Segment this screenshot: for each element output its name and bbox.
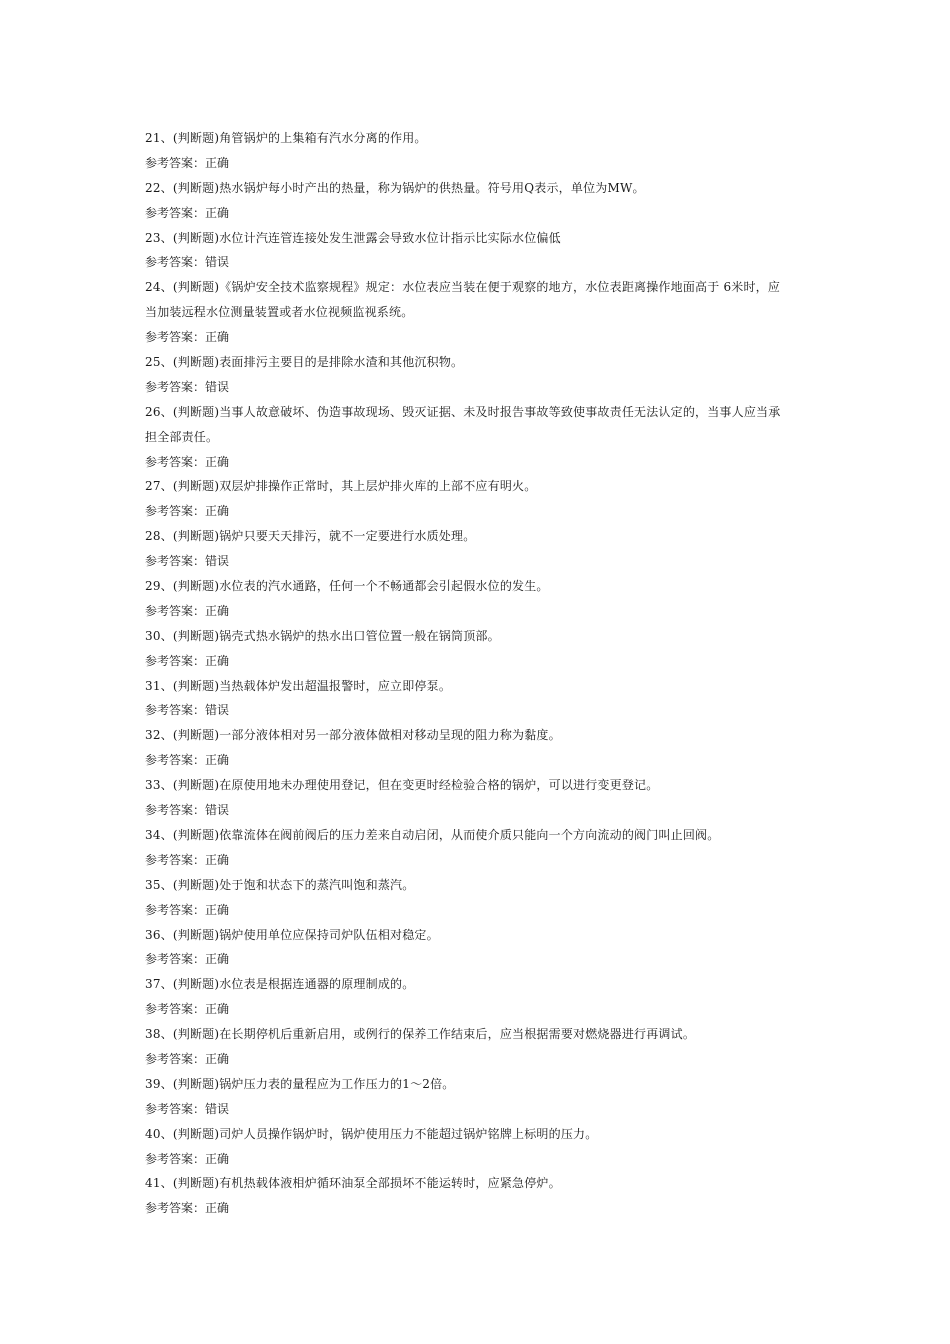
answer-label: 参考答案： — [145, 1002, 206, 1017]
answer-label: 参考答案： — [145, 379, 206, 394]
question-text: 25、(判断题)表面排污主要目的是排除水渣和其他沉积物。 — [145, 355, 464, 370]
answer-label: 参考答案： — [145, 454, 206, 469]
question-item — [145, 400, 810, 475]
answer-label: 参考答案： — [145, 504, 206, 519]
answer-value: 错误 — [205, 554, 230, 569]
answer-line — [145, 375, 810, 400]
answer-line — [145, 201, 810, 226]
question-text: 34、(判断题)依靠流体在阀前阀后的压力差来自动启闭，从而使介质只能向一个方向流动的阀门叫止回阀。 — [145, 827, 720, 842]
question-text-continuation: 当加装远程水位测量装置或者水位视频监视系统。 — [145, 305, 414, 320]
answer-label: 参考答案： — [145, 803, 206, 818]
question-text-continuation: 担全部责任。 — [145, 429, 219, 444]
answer-value: 错误 — [205, 1101, 230, 1116]
question-item — [145, 674, 810, 724]
answer-value: 正确 — [205, 1051, 230, 1066]
answer-label: 参考答案： — [145, 703, 206, 718]
question-item — [145, 773, 810, 823]
answer-label: 参考答案： — [145, 1051, 206, 1066]
answer-label: 参考答案： — [145, 852, 206, 867]
answer-value: 正确 — [205, 205, 230, 220]
question-text: 28、(判断题)锅炉只要天天排污，就不一定要进行水质处理。 — [145, 529, 476, 544]
question-item — [145, 176, 810, 226]
answer-label: 参考答案： — [145, 330, 206, 345]
answer-line — [145, 898, 810, 923]
answer-line — [145, 748, 810, 773]
answer-line — [145, 1097, 810, 1122]
answer-line — [145, 250, 810, 275]
answer-value: 错误 — [205, 379, 230, 394]
answer-value: 正确 — [205, 603, 230, 618]
answer-line — [145, 1047, 810, 1072]
answer-line — [145, 450, 810, 475]
question-text: 24、(判断题)《锅炉安全技术监察规程》规定：水位表应当装在便于观察的地方，水位表距离操作地面高于 6米时，应 — [145, 280, 781, 295]
question-list — [145, 126, 810, 1221]
question-text: 27、(判断题)双层炉排操作正常时，其上层炉排火库的上部不应有明火。 — [145, 479, 537, 494]
question-item — [145, 350, 810, 400]
answer-value: 正确 — [205, 330, 230, 345]
question-item — [145, 574, 810, 624]
answer-value: 错误 — [205, 703, 230, 718]
answer-value: 正确 — [205, 753, 230, 768]
question-text: 39、(判断题)锅炉压力表的量程应为工作压力的1～2倍。 — [145, 1076, 455, 1091]
answer-value: 正确 — [205, 1151, 230, 1166]
answer-label: 参考答案： — [145, 1101, 206, 1116]
question-text: 31、(判断题)当热载体炉发出超温报警时，应立即停泵。 — [145, 678, 452, 693]
question-text: 21、(判断题)角管锅炉的上集箱有汽水分离的作用。 — [145, 131, 427, 145]
answer-line — [145, 698, 810, 723]
question-item — [145, 1122, 810, 1172]
answer-label: 参考答案： — [145, 603, 206, 618]
answer-line — [145, 649, 810, 674]
question-item — [145, 1072, 810, 1122]
question-text: 32、(判断题)一部分液体相对另一部分液体做相对移动呈现的阻力称为黏度。 — [145, 728, 561, 743]
answer-label: 参考答案： — [145, 753, 206, 768]
question-text: 22、(判断题)热水锅炉每小时产出的热量，称为锅炉的供热量。符号用Q表示，单位为MW。 — [145, 180, 645, 195]
question-text: 23、(判断题)水位计汽连管连接处发生泄露会导致水位计指示比实际水位偏低 — [145, 230, 561, 245]
question-text: 41、(判断题)有机热载体液相炉循环油泵全部损坏不能运转时，应紧急停炉。 — [145, 1176, 561, 1191]
question-item — [145, 624, 810, 674]
question-text: 26、(判断题)当事人故意破坏、伪造事故现场、毁灭证据、未及时报告事故等致使事故责任无法认定的，当事人应当承 — [145, 404, 781, 419]
answer-value: 正确 — [205, 852, 230, 867]
question-item — [145, 972, 810, 1022]
question-item — [145, 1171, 810, 1221]
answer-line — [145, 997, 810, 1022]
question-text: 36、(判断题)锅炉使用单位应保持司炉队伍相对稳定。 — [145, 927, 439, 942]
answer-label: 参考答案： — [145, 255, 206, 270]
question-item — [145, 524, 810, 574]
answer-value: 正确 — [205, 504, 230, 519]
question-text: 40、(判断题)司炉人员操作锅炉时，锅炉使用压力不能超过锅炉铭牌上标明的压力。 — [145, 1126, 598, 1141]
answer-line — [145, 1147, 810, 1172]
question-item — [145, 923, 810, 973]
question-text: 35、(判断题)处于饱和状态下的蒸汽叫饱和蒸汽。 — [145, 877, 415, 892]
answer-label: 参考答案： — [145, 902, 206, 917]
answer-value: 错误 — [205, 255, 230, 270]
question-text: 33、(判断题)在原使用地未办理使用登记，但在变更时经检验合格的锅炉，可以进行变更登记。 — [145, 778, 659, 793]
question-text: 29、(判断题)水位表的汽水通路，任何一个不畅通都会引起假水位的发生。 — [145, 579, 549, 594]
question-item — [145, 226, 810, 276]
answer-line — [145, 549, 810, 574]
question-item — [145, 823, 810, 873]
answer-line — [145, 798, 810, 823]
answer-line — [145, 1196, 810, 1221]
answer-value: 正确 — [205, 902, 230, 917]
answer-line — [145, 599, 810, 624]
answer-label: 参考答案： — [145, 554, 206, 569]
answer-label: 参考答案： — [145, 155, 206, 170]
answer-value: 正确 — [205, 653, 230, 668]
answer-label: 参考答案： — [145, 653, 206, 668]
question-text: 37、(判断题)水位表是根据连通器的原理制成的。 — [145, 977, 415, 992]
answer-label: 参考答案： — [145, 1201, 206, 1216]
answer-label: 参考答案： — [145, 205, 206, 220]
answer-line — [145, 151, 810, 176]
answer-label: 参考答案： — [145, 1151, 206, 1166]
answer-label: 参考答案： — [145, 952, 206, 967]
answer-value: 正确 — [205, 1201, 230, 1216]
question-item — [145, 275, 810, 350]
answer-value: 错误 — [205, 803, 230, 818]
answer-value: 正确 — [205, 1002, 230, 1017]
question-text: 38、(判断题)在长期停机后重新启用，或例行的保养工作结束后，应当根据需要对燃烧器进行再调试。 — [145, 1027, 696, 1042]
answer-value: 正确 — [205, 454, 230, 469]
answer-value: 正确 — [205, 952, 230, 967]
answer-line — [145, 325, 810, 350]
answer-line — [145, 848, 810, 873]
question-item — [145, 723, 810, 773]
question-text: 30、(判断题)锅壳式热水锅炉的热水出口管位置一般在锅筒顶部。 — [145, 628, 500, 643]
question-item — [145, 474, 810, 524]
answer-value: 正确 — [205, 155, 230, 170]
question-item — [145, 126, 810, 176]
answer-line — [145, 947, 810, 972]
question-item — [145, 873, 810, 923]
question-item — [145, 1022, 810, 1072]
answer-line — [145, 499, 810, 524]
